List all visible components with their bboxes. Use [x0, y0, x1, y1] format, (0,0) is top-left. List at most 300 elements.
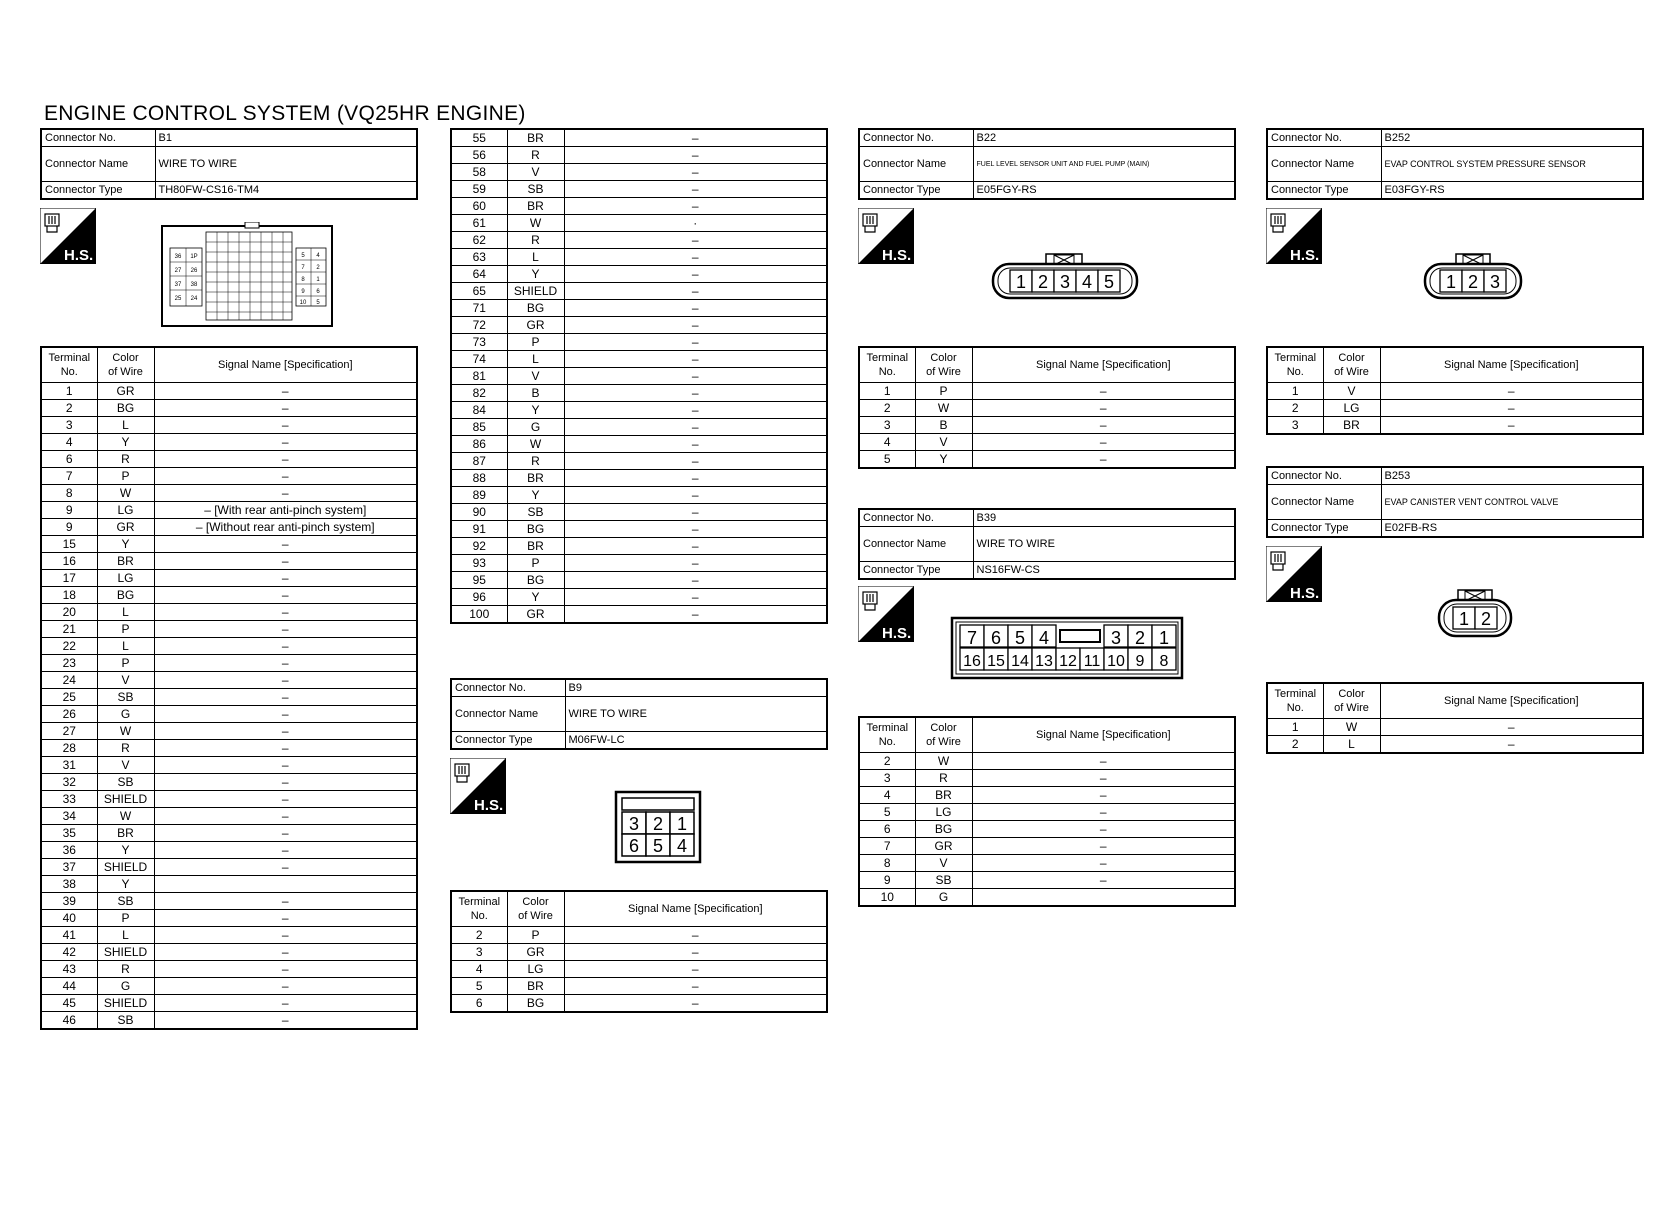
signal-name-cell: – — [154, 944, 417, 961]
table-row — [41, 961, 417, 978]
wire-color-cell: GR — [97, 519, 154, 536]
svg-text:4: 4 — [1081, 272, 1093, 292]
b252-connector-name: EVAP CONTROL SYSTEM PRESSURE SENSOR — [1381, 147, 1643, 182]
wire-color-cell: LG — [507, 961, 564, 978]
terminal-no-cell: 41 — [41, 927, 97, 944]
table-row — [41, 774, 417, 791]
terminal-no-cell: 40 — [41, 910, 97, 927]
signal-name-cell — [154, 876, 417, 893]
signal-name-cell: – — [972, 838, 1235, 855]
wire-color-cell: L — [507, 249, 564, 266]
connector-type-label: Connector Type — [41, 182, 155, 200]
signal-name-cell: – — [564, 385, 827, 402]
connector-no-label: Connector No. — [859, 509, 973, 527]
svg-text:4: 4 — [676, 836, 688, 856]
signal-name-cell: – — [154, 808, 417, 825]
terminal-no-cell: 1 — [41, 383, 97, 400]
connector-type-label: Connector Type — [859, 562, 973, 580]
terminal-no-cell: 62 — [451, 232, 507, 249]
table-row — [451, 995, 827, 1013]
wire-color-cell: LG — [915, 804, 972, 821]
table-row — [41, 587, 417, 604]
table-row — [41, 825, 417, 842]
signal-name-cell: – — [154, 485, 417, 502]
table-row — [451, 249, 827, 266]
wire-color-cell: P — [97, 910, 154, 927]
signal-name-cell: – — [154, 825, 417, 842]
b253-info-table — [1266, 466, 1644, 538]
terminal-no-cell: 9 — [41, 502, 97, 519]
table-row — [451, 538, 827, 555]
signal-name-cell: – — [154, 655, 417, 672]
svg-text:38: 38 — [190, 282, 198, 288]
b1-connector-name: WIRE TO WIRE — [155, 147, 417, 182]
signal-header: Signal Name [Specification] — [564, 891, 827, 927]
wire-color-cell: Y — [507, 402, 564, 419]
signal-name-cell: – — [564, 368, 827, 385]
connector-name-label: Connector Name — [41, 147, 155, 182]
terminal-no-cell: 3 — [1267, 417, 1323, 435]
signal-name-cell: – — [154, 400, 417, 417]
signal-name-cell: – — [154, 638, 417, 655]
wire-color-cell: GR — [507, 317, 564, 334]
terminal-no-cell: 3 — [859, 770, 915, 787]
wire-color-cell: Y — [97, 536, 154, 553]
table-row — [859, 872, 1235, 889]
color-header: Color of Wire — [1323, 683, 1380, 719]
wire-color-cell: B — [915, 417, 972, 434]
color-header: Color of Wire — [915, 717, 972, 753]
b1-info-table — [40, 128, 418, 200]
terminal-no-cell: 6 — [41, 451, 97, 468]
wire-color-cell: L — [97, 638, 154, 655]
wire-color-cell: R — [507, 147, 564, 164]
wire-color-cell: W — [507, 436, 564, 453]
table-row — [451, 978, 827, 995]
svg-text:27: 27 — [174, 268, 182, 274]
b9-connector-type: M06FW-LC — [565, 732, 827, 750]
svg-text:26: 26 — [190, 268, 198, 274]
signal-name-cell: – — [154, 1012, 417, 1030]
terminal-no-cell: 31 — [41, 757, 97, 774]
wire-color-cell: P — [507, 334, 564, 351]
signal-name-cell: – — [154, 604, 417, 621]
signal-name-cell: – — [564, 129, 827, 147]
wire-color-cell: LG — [97, 570, 154, 587]
terminal-no-cell: 46 — [41, 1012, 97, 1030]
table-row — [451, 453, 827, 470]
table-row — [859, 804, 1235, 821]
terminal-no-cell: 3 — [451, 944, 507, 961]
signal-name-cell: – — [1380, 400, 1643, 417]
wire-color-cell: P — [507, 927, 564, 944]
signal-name-cell: – — [154, 995, 417, 1012]
table-row — [41, 944, 417, 961]
wire-color-cell: BG — [507, 300, 564, 317]
svg-text:1: 1 — [316, 277, 320, 283]
svg-text:36: 36 — [174, 254, 182, 260]
terminal-no-cell: 60 — [451, 198, 507, 215]
b9-connector-face — [614, 790, 702, 864]
table-row — [41, 485, 417, 502]
signal-name-cell: – — [1380, 736, 1643, 754]
harness-side-icon — [1266, 546, 1322, 602]
signal-name-cell: – — [1380, 417, 1643, 435]
table-row — [41, 842, 417, 859]
signal-name-cell: – — [154, 893, 417, 910]
connector-name-label: Connector Name — [859, 527, 973, 562]
terminal-no-cell: 100 — [451, 606, 507, 624]
terminal-no-cell: 95 — [451, 572, 507, 589]
wire-color-cell: W — [915, 753, 972, 770]
signal-name-cell: – — [564, 927, 827, 944]
wire-color-cell: Y — [915, 451, 972, 469]
terminal-no-cell: 7 — [41, 468, 97, 485]
signal-name-cell: – — [154, 536, 417, 553]
table-row — [451, 504, 827, 521]
svg-text:8: 8 — [1159, 653, 1169, 670]
wire-color-cell: SHIELD — [97, 944, 154, 961]
signal-name-cell: · — [564, 215, 827, 232]
signal-name-cell: – — [564, 487, 827, 504]
terminal-no-cell: 32 — [41, 774, 97, 791]
signal-name-cell: – — [564, 181, 827, 198]
wire-color-cell: P — [97, 468, 154, 485]
signal-name-cell: – — [972, 400, 1235, 417]
wire-color-cell: SB — [97, 689, 154, 706]
b9-terminal-table — [450, 890, 828, 1013]
table-row — [41, 502, 417, 519]
signal-header: Signal Name [Specification] — [1380, 683, 1643, 719]
wire-color-cell: BG — [507, 572, 564, 589]
table-row — [1267, 719, 1643, 736]
signal-name-cell: – — [564, 504, 827, 521]
terminal-no-cell: 92 — [451, 538, 507, 555]
table-row — [451, 944, 827, 961]
wire-color-cell: BG — [97, 400, 154, 417]
b22-connector-no: B22 — [973, 129, 1235, 147]
wire-color-cell: GR — [97, 383, 154, 400]
terminal-no-cell: 1 — [859, 383, 915, 400]
terminal-no-cell: 9 — [41, 519, 97, 536]
svg-text:6: 6 — [316, 289, 320, 295]
table-row — [41, 927, 417, 944]
svg-text:4: 4 — [316, 253, 320, 259]
table-row — [41, 1012, 417, 1030]
wire-color-cell: W — [915, 400, 972, 417]
table-row — [859, 434, 1235, 451]
terminal-no-cell: 43 — [41, 961, 97, 978]
table-row — [451, 961, 827, 978]
signal-name-cell: – — [154, 468, 417, 485]
svg-text:1P: 1P — [190, 254, 198, 260]
signal-name-cell: – — [564, 419, 827, 436]
b1-connector-type: TH80FW-CS16-TM4 — [155, 182, 417, 200]
terminal-no-cell: 4 — [859, 787, 915, 804]
svg-text:5: 5 — [316, 300, 320, 306]
terminal-no-cell: 17 — [41, 570, 97, 587]
harness-side-icon — [858, 208, 914, 264]
signal-name-cell: – — [972, 417, 1235, 434]
wire-color-cell: R — [915, 770, 972, 787]
terminal-no-cell: 2 — [1267, 736, 1323, 754]
wire-color-cell: W — [97, 723, 154, 740]
wire-color-cell: W — [97, 808, 154, 825]
terminal-no-cell: 2 — [1267, 400, 1323, 417]
terminal-no-cell: 4 — [859, 434, 915, 451]
terminal-no-cell: 5 — [451, 978, 507, 995]
wire-color-cell: BR — [507, 198, 564, 215]
wire-color-cell: SB — [507, 181, 564, 198]
b39-connector-face — [950, 616, 1184, 680]
b39-connector-no: B39 — [973, 509, 1235, 527]
svg-text:5: 5 — [652, 836, 664, 856]
wire-color-cell: V — [915, 434, 972, 451]
terminal-no-cell: 25 — [41, 689, 97, 706]
connector-type-label: Connector Type — [859, 182, 973, 200]
b252-terminal-table — [1266, 346, 1644, 435]
b1-terminal-table-continued — [450, 128, 828, 624]
connector-name-label: Connector Name — [859, 147, 973, 182]
svg-text:1: 1 — [1015, 272, 1027, 292]
svg-text:3: 3 — [1489, 272, 1501, 292]
wire-color-cell: BR — [97, 553, 154, 570]
svg-text:H.S.: H.S. — [474, 797, 504, 814]
connector-name-label: Connector Name — [1267, 147, 1381, 182]
signal-name-cell: – — [154, 723, 417, 740]
connector-type-label: Connector Type — [1267, 520, 1381, 538]
wire-color-cell: R — [507, 453, 564, 470]
b1-terminal-table — [40, 346, 418, 1030]
wire-color-cell: BR — [507, 470, 564, 487]
svg-text:2: 2 — [1134, 628, 1146, 648]
table-row — [451, 198, 827, 215]
b39-terminal-table — [858, 716, 1236, 907]
terminal-no-cell: 4 — [41, 434, 97, 451]
terminal-no-cell: 82 — [451, 385, 507, 402]
wire-color-cell: V — [97, 757, 154, 774]
signal-name-cell: – — [564, 538, 827, 555]
b253-terminal-table — [1266, 682, 1644, 754]
wire-color-cell: Y — [507, 266, 564, 283]
terminal-no-cell: 20 — [41, 604, 97, 621]
hs-label: H.S. — [64, 247, 94, 264]
wire-color-cell: SHIELD — [97, 995, 154, 1012]
table-row — [451, 436, 827, 453]
b9-info-table — [450, 678, 828, 750]
table-row — [859, 821, 1235, 838]
svg-text:3: 3 — [628, 814, 640, 834]
b22-info-table — [858, 128, 1236, 200]
terminal-no-cell: 59 — [451, 181, 507, 198]
terminal-no-cell: 5 — [859, 804, 915, 821]
wire-color-cell: R — [97, 740, 154, 757]
terminal-no-cell: 3 — [41, 417, 97, 434]
svg-text:13: 13 — [1035, 653, 1053, 670]
wire-color-cell: SHIELD — [507, 283, 564, 300]
connector-no-label: Connector No. — [1267, 129, 1381, 147]
signal-name-cell: – — [564, 249, 827, 266]
signal-name-cell: – — [972, 821, 1235, 838]
wire-color-cell: BG — [507, 995, 564, 1013]
terminal-no-cell: 71 — [451, 300, 507, 317]
terminal-header: Terminal No. — [1267, 683, 1323, 719]
svg-text:1: 1 — [1445, 272, 1457, 292]
signal-name-cell: – — [972, 770, 1235, 787]
signal-name-cell: – — [972, 872, 1235, 889]
table-row — [41, 689, 417, 706]
wire-color-cell: BR — [507, 978, 564, 995]
terminal-no-cell: 84 — [451, 402, 507, 419]
svg-text:9: 9 — [301, 289, 305, 295]
table-row — [41, 740, 417, 757]
wire-color-cell: SB — [507, 504, 564, 521]
signal-name-cell: – — [154, 383, 417, 400]
signal-name-cell: – — [154, 859, 417, 876]
signal-name-cell: – — [154, 672, 417, 689]
signal-name-cell: – — [564, 198, 827, 215]
terminal-no-cell: 1 — [1267, 383, 1323, 400]
signal-name-cell: – — [564, 944, 827, 961]
terminal-no-cell: 72 — [451, 317, 507, 334]
svg-text:7: 7 — [966, 628, 978, 648]
b39-info-table — [858, 508, 1236, 580]
svg-text:H.S.: H.S. — [882, 625, 912, 642]
svg-text:5: 5 — [301, 253, 305, 259]
signal-name-cell: – — [564, 351, 827, 368]
signal-name-cell: – — [564, 606, 827, 624]
terminal-header: Terminal No. — [451, 891, 507, 927]
b252-connector-face — [1422, 252, 1524, 302]
svg-text:5: 5 — [1103, 272, 1115, 292]
b1-connector-face — [160, 222, 335, 330]
terminal-no-cell: 23 — [41, 655, 97, 672]
terminal-no-cell: 2 — [41, 400, 97, 417]
signal-name-cell: – — [564, 300, 827, 317]
table-row — [859, 838, 1235, 855]
terminal-no-cell: 81 — [451, 368, 507, 385]
b252-connector-no: B252 — [1381, 129, 1643, 147]
table-row — [451, 334, 827, 351]
terminal-no-cell: 21 — [41, 621, 97, 638]
terminal-no-cell: 22 — [41, 638, 97, 655]
table-row — [41, 621, 417, 638]
b22-terminal-table — [858, 346, 1236, 469]
wire-color-cell: V — [507, 368, 564, 385]
terminal-no-cell: 3 — [859, 417, 915, 434]
table-row — [451, 589, 827, 606]
terminal-no-cell: 44 — [41, 978, 97, 995]
signal-name-cell: – — [154, 842, 417, 859]
b39-connector-name: WIRE TO WIRE — [973, 527, 1235, 562]
terminal-header: Terminal No. — [859, 347, 915, 383]
table-row — [451, 129, 827, 147]
terminal-no-cell: 8 — [41, 485, 97, 502]
table-row — [41, 468, 417, 485]
table-row — [451, 215, 827, 232]
terminal-no-cell: 90 — [451, 504, 507, 521]
svg-text:H.S.: H.S. — [1290, 247, 1320, 264]
svg-text:24: 24 — [190, 296, 198, 302]
table-row — [41, 536, 417, 553]
table-row — [451, 147, 827, 164]
terminal-header: Terminal No. — [859, 717, 915, 753]
svg-text:6: 6 — [990, 628, 1002, 648]
terminal-no-cell: 45 — [41, 995, 97, 1012]
terminal-no-cell: 58 — [451, 164, 507, 181]
table-row — [41, 655, 417, 672]
signal-name-cell: – — [154, 706, 417, 723]
terminal-no-cell: 27 — [41, 723, 97, 740]
terminal-no-cell: 35 — [41, 825, 97, 842]
table-row — [41, 570, 417, 587]
wire-color-cell: V — [507, 164, 564, 181]
signal-name-cell: – — [564, 436, 827, 453]
table-row — [41, 383, 417, 400]
svg-text:4: 4 — [1038, 628, 1050, 648]
wire-color-cell: V — [915, 855, 972, 872]
signal-name-cell: – — [154, 587, 417, 604]
terminal-no-cell: 96 — [451, 589, 507, 606]
terminal-no-cell: 9 — [859, 872, 915, 889]
table-row — [41, 723, 417, 740]
signal-name-cell: – — [564, 995, 827, 1013]
page-title: ENGINE CONTROL SYSTEM (VQ25HR ENGINE) — [44, 102, 526, 125]
table-row — [1267, 736, 1643, 754]
svg-text:9: 9 — [1135, 653, 1145, 670]
wire-color-cell: SHIELD — [97, 859, 154, 876]
svg-text:25: 25 — [174, 296, 182, 302]
signal-name-cell: – — [564, 317, 827, 334]
terminal-no-cell: 87 — [451, 453, 507, 470]
table-row — [859, 383, 1235, 400]
terminal-no-cell: 63 — [451, 249, 507, 266]
wire-color-cell: P — [915, 383, 972, 400]
wire-color-cell: LG — [1323, 400, 1380, 417]
connector-name-label: Connector Name — [1267, 485, 1381, 520]
table-row — [41, 638, 417, 655]
signal-name-cell: – [Without rear anti-pinch system] — [154, 519, 417, 536]
harness-side-icon — [40, 208, 96, 264]
terminal-no-cell: 65 — [451, 283, 507, 300]
harness-side-icon — [450, 758, 506, 814]
signal-name-cell: – — [154, 791, 417, 808]
table-row — [451, 266, 827, 283]
signal-name-cell: – — [564, 402, 827, 419]
signal-name-cell: – — [154, 961, 417, 978]
table-row — [451, 470, 827, 487]
terminal-no-cell: 10 — [859, 889, 915, 907]
b39-connector-type: NS16FW-CS — [973, 562, 1235, 580]
terminal-no-cell: 4 — [451, 961, 507, 978]
signal-name-cell: – — [564, 453, 827, 470]
signal-name-cell: – — [972, 855, 1235, 872]
table-row — [451, 927, 827, 944]
table-row — [41, 553, 417, 570]
table-row — [451, 181, 827, 198]
wire-color-cell: V — [1323, 383, 1380, 400]
b252-connector-type: E03FGY-RS — [1381, 182, 1643, 200]
connector-type-label: Connector Type — [1267, 182, 1381, 200]
wire-color-cell: SHIELD — [97, 791, 154, 808]
signal-header: Signal Name [Specification] — [972, 717, 1235, 753]
b253-connector-no: B253 — [1381, 467, 1643, 485]
terminal-no-cell: 8 — [859, 855, 915, 872]
wire-color-cell: P — [507, 555, 564, 572]
svg-text:15: 15 — [987, 653, 1005, 670]
color-header: Color of Wire — [507, 891, 564, 927]
svg-text:2: 2 — [1467, 272, 1479, 292]
